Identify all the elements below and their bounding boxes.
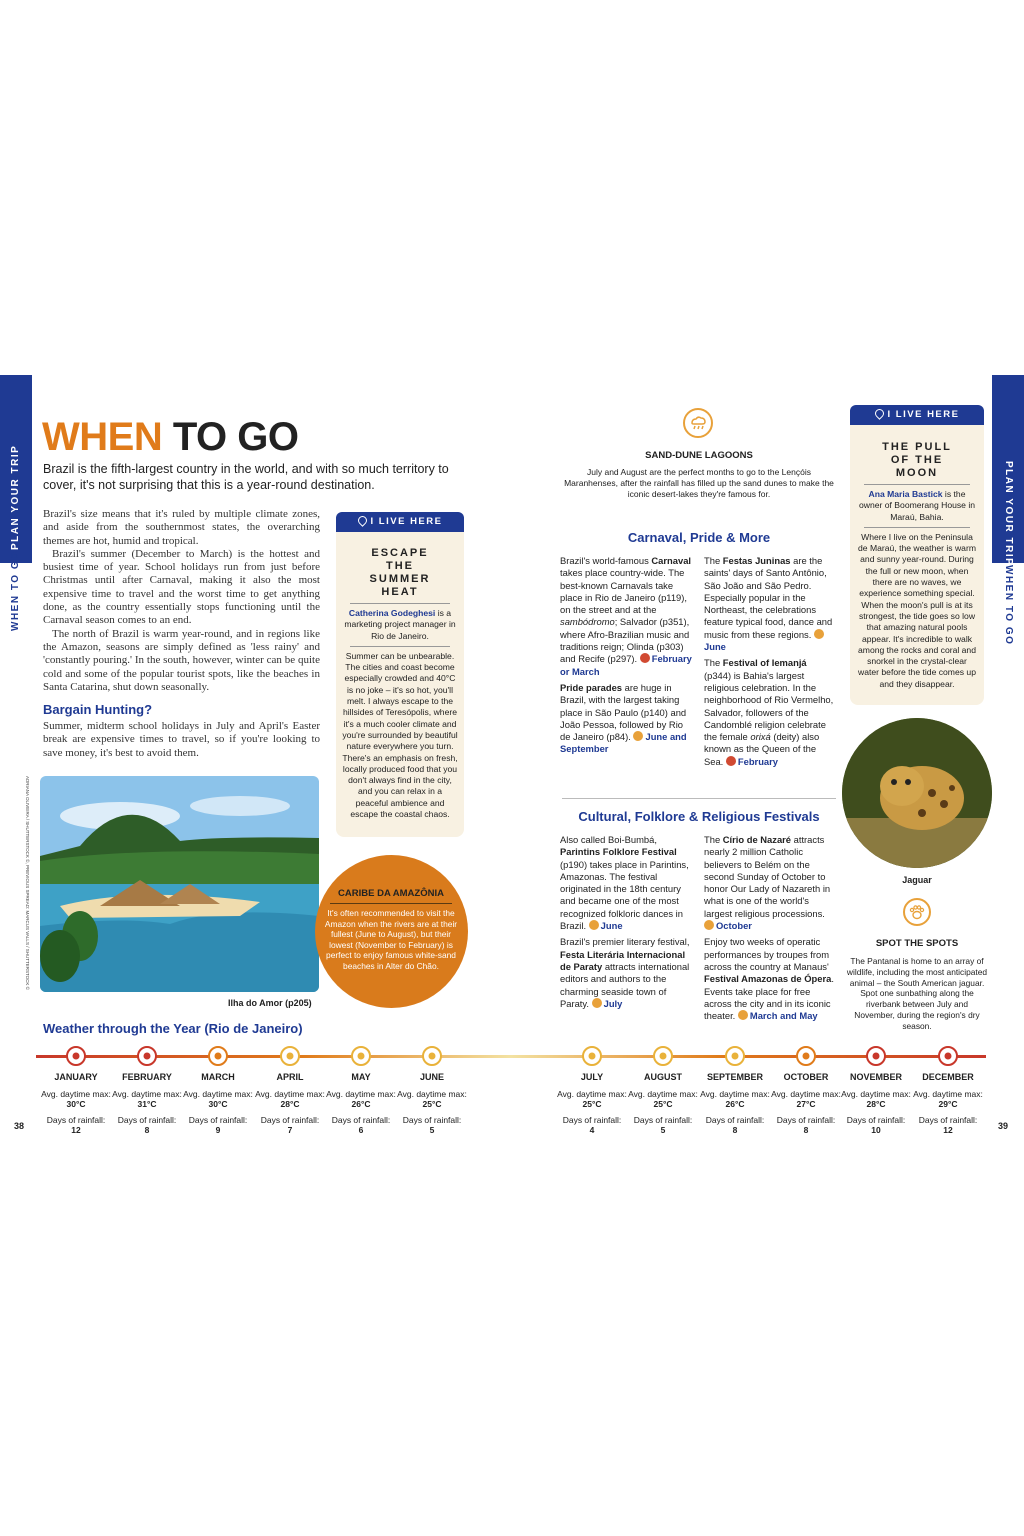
- rain-line: Days of rainfall: 9: [188, 1114, 248, 1136]
- rain-line: Days of rainfall: 8: [776, 1114, 836, 1136]
- body-paragraph-3: The north of Brazil is warm year-round, and in regions like the Amazon, seasons are simply defined as 'less rainy' and 'constantly pouring.' In the south, however, winter can be quite cold and some of the popular tourist spots, like the beaches in Santa Catarina, shut down seasonally.: [43, 627, 320, 693]
- cloud-sun-icon: [208, 1046, 228, 1066]
- left-side-label-bottom: WHEN TO GO: [10, 550, 21, 631]
- rain-sun-icon: [137, 1046, 157, 1066]
- carnaval-paragraph: Brazil's world-famous Carnaval takes place country-wide. The best-known Carnavals take place in Rio de Janeiro (p119), on the street and at the sambódromo; Salvador (p351), where Afro-Brazilian music and traditions reign; Olinda (p303) and Recife (p297). February or March: [560, 555, 692, 677]
- cloud-sun-icon: [796, 1046, 816, 1066]
- moon-card-header: I LIVE HERE: [850, 405, 984, 425]
- sun-icon: [814, 629, 824, 639]
- ilha-do-amor-photo: [40, 776, 319, 992]
- sun-icon: [280, 1046, 300, 1066]
- sun-icon: [582, 1046, 602, 1066]
- rain-line: Days of rainfall: 5: [633, 1114, 693, 1136]
- temp-line: Avg. daytime max: 28°C: [255, 1088, 325, 1110]
- cloud-sun-icon: [738, 1010, 748, 1020]
- month-name: FEBRUARY: [122, 1072, 172, 1082]
- cloud-sun-icon: [704, 920, 714, 930]
- festas-juninas-paragraph: The Festas Juninas are the saints' days of Santo Antônio, São João and São Pedro. Especially popular in the Northeast, the celebrations feature typical food, dance and music from these regions. June: [704, 555, 833, 653]
- month-name: JANUARY: [54, 1072, 98, 1082]
- right-side-label-bottom: WHEN TO GO: [1003, 565, 1014, 646]
- temp-line: Avg. daytime max: 28°C: [841, 1088, 911, 1110]
- weather-month-september: [700, 1072, 770, 1136]
- location-pin-icon: [873, 407, 886, 420]
- temp-line: Avg. daytime max: 29°C: [913, 1088, 983, 1110]
- month-name: JUNE: [419, 1072, 444, 1082]
- rain-line: Days of rainfall: 12: [918, 1114, 978, 1136]
- sun-icon: [725, 1046, 745, 1066]
- parintins-paragraph: Also called Boi-Bumbá, Parintins Folklore Festival (p190) takes place in Parintins, Amazonas. The festival originated in the 18th century and became one of the most recognized folkloric dances in Brazil. June: [560, 834, 689, 932]
- weather-month-march: [183, 1072, 253, 1136]
- right-side-label-top: PLAN YOUR TRIP: [1003, 461, 1014, 567]
- weather-month-may: [326, 1072, 396, 1136]
- cultural-col-1: [560, 834, 695, 1010]
- weather-month-june: [397, 1072, 467, 1136]
- beach-illustration: [40, 776, 319, 992]
- weather-month-october: [771, 1072, 841, 1136]
- sand-dune-text: July and August are the perfect months to go to the Lençóis Maranhenses, after the rainfall has filled up the sand dunes to make the iconic desert-lakes they're famous for.: [564, 467, 834, 499]
- rain-line: Days of rainfall: 7: [260, 1114, 320, 1136]
- carnaval-col-1: [560, 555, 695, 756]
- temp-line: Avg. daytime max: 25°C: [628, 1088, 698, 1110]
- rain-line: Days of rainfall: 8: [705, 1114, 765, 1136]
- sun-icon: [653, 1046, 673, 1066]
- month-name: MARCH: [201, 1072, 235, 1082]
- bargain-heading: Bargain Hunting?: [43, 702, 153, 717]
- temp-line: Avg. daytime max: 25°C: [557, 1088, 627, 1110]
- weather-month-august: [628, 1072, 698, 1136]
- rain-icon: [726, 756, 736, 766]
- cultural-col-2: [704, 834, 836, 1022]
- title-to-go: TO GO: [172, 415, 299, 459]
- moon-card-text: Where I live on the Peninsula de Maraú, the weather is warm and sunny year-round. During the full or new moon, when there are no waves, we experience something special. When the moon's pull is at its strongest, the tide goes so low that amazing natural pools appear. It's incredible to walk among the rocks and coral and snorkel in the crystal-clear water before the tide comes up and they disappear.: [858, 531, 976, 689]
- spots-title: SPOT THE SPOTS: [875, 938, 959, 949]
- escape-heat-text: Summer can be unbearable. The cities and coast become especially crowded and 40°C is no joke – it's so hot, you'll melt. I always escape to the hillsides of Teresópolis, where it's a much cooler climate and you're surrounded by beautiful nature everywhere you turn. There's an emphasis on fresh, locally produced food that you don't always find in the city, and you can relax in a peaceful ambience and escape the coastal chaos.: [342, 650, 458, 820]
- rain-sun-icon: [66, 1046, 86, 1066]
- title-when: WHEN: [42, 415, 163, 459]
- month-name: OCTOBER: [783, 1072, 829, 1082]
- weather-month-february: [112, 1072, 182, 1136]
- month-name: JULY: [580, 1072, 604, 1082]
- rain-line: Days of rainfall: 8: [117, 1114, 177, 1136]
- weather-month-december: [913, 1072, 983, 1136]
- temp-line: Avg. daytime max: 31°C: [112, 1088, 182, 1110]
- jaguar-caption: Jaguar: [902, 875, 932, 885]
- temp-line: Avg. daytime max: 30°C: [183, 1088, 253, 1110]
- body-text: [43, 508, 320, 694]
- weather-month-april: [255, 1072, 325, 1136]
- page-number-right: 39: [998, 1121, 1009, 1131]
- body-paragraph-2: Brazil's summer (December to March) is the hottest and busiest time of year. School holidays run from just before Christmas until after Carnaval, making it also the most expensive time to travel and the worst time to get anything done, as the country essentially stops functioning until the Carnaval season comes to an end.: [43, 547, 320, 627]
- weather-heading: Weather through the Year (Rio de Janeiro): [43, 1021, 303, 1036]
- temp-line: Avg. daytime max: 27°C: [771, 1088, 841, 1110]
- rain-line: Days of rainfall: 10: [846, 1114, 906, 1136]
- cirio-paragraph: The Círio de Nazaré attracts nearly 2 million Catholic believers to Belém on the second Sunday of October to honor Our Lady of Nazareth in what is one of the world's largest religious processions. October: [704, 834, 831, 932]
- page-number-left: 38: [14, 1121, 25, 1131]
- temp-line: Avg. daytime max: 25°C: [397, 1088, 467, 1110]
- photo-credit: ADRIANA OLIVEIRA / SHUTTERSTOCK ©, PREVIOUS SPREAD: MARCUS VALLS / SHUTTERSTOCK ©: [25, 776, 30, 990]
- month-name: MAY: [351, 1072, 371, 1082]
- jaguar-photo: [842, 718, 992, 868]
- sun-icon: [422, 1046, 442, 1066]
- escape-heat-card-header: I LIVE HERE: [336, 512, 464, 532]
- iemanja-paragraph: The Festival of Iemanjá (p344) is Bahia's largest religious celebration. In the neighborhood of Rio Vermelho, Salvador, followers of the Candomblé religion celebrate the female orixá (deity) also known as the Queen of the Sea. February: [704, 657, 834, 767]
- weather-month-july: [557, 1072, 627, 1136]
- month-name: SEPTEMBER: [706, 1072, 763, 1082]
- cultural-divider: [562, 798, 836, 799]
- spots-text: The Pantanal is home to an array of wildlife, including the most anticipated animal – the South American jaguar. Spot one sunbathing along the riverbank between July and November, during the region's dry season.: [846, 956, 988, 1031]
- bargain-text: Summer, midterm school holidays in July and April's Easter break are expensive times to travel, so if you're looking to save money, it's best to avoid them.: [43, 720, 320, 759]
- rain-line: Days of rainfall: 5: [402, 1114, 462, 1136]
- rain-sun-icon: [938, 1046, 958, 1066]
- paraty-paragraph: Brazil's premier literary festival, Festa Literária Internacional de Paraty attracts international editors and authors to the charming seaside town of Paraty. July: [560, 936, 690, 1009]
- moon-card-title: THE PULL OF THE MOON: [882, 441, 952, 479]
- ilha-caption: Ilha do Amor (p205): [228, 998, 312, 1008]
- left-side-label-top: PLAN YOUR TRIP: [10, 444, 21, 550]
- opera-paragraph: Enjoy two weeks of operatic performances by troupes from across the country at Manaus' Festival Amazonas de Ópera. Events take place for free across the city and in its iconic theater. March and May: [704, 936, 834, 1022]
- rain-sun-icon: [866, 1046, 886, 1066]
- temp-line: Avg. daytime max: 30°C: [41, 1088, 111, 1110]
- rain-line: Days of rainfall: 12: [46, 1114, 106, 1136]
- sun-icon: [351, 1046, 371, 1066]
- temp-line: Avg. daytime max: 26°C: [326, 1088, 396, 1110]
- body-paragraph-1: Brazil's size means that it's ruled by multiple climate zones, and aside from the southernmost states, the overarching themes are hot, humid and tropical.: [43, 508, 320, 547]
- paw-icon: [903, 898, 931, 926]
- month-name: AUGUST: [644, 1072, 682, 1082]
- month-name: DECEMBER: [922, 1072, 974, 1082]
- carnaval-heading: Carnaval, Pride & More: [627, 530, 771, 545]
- month-name: NOVEMBER: [849, 1072, 902, 1082]
- weather-month-january: [41, 1072, 111, 1136]
- sand-dune-title: SAND-DUNE LAGOONS: [645, 450, 753, 461]
- weather-month-november: [841, 1072, 911, 1136]
- cultural-heading: Cultural, Folklore & Religious Festivals: [578, 809, 820, 824]
- sun-icon: [633, 731, 643, 741]
- sun-icon: [589, 920, 599, 930]
- pride-paragraph: Pride parades are huge in Brazil, with the largest taking place in São Paulo (p140) and João Pessoa, followed by Rio de Janeiro (p84). June and September: [560, 681, 687, 755]
- carnaval-col-2: [704, 555, 836, 768]
- caribe-title: CARIBE DA AMAZÔNIA: [338, 888, 444, 899]
- rain-line: Days of rainfall: 6: [331, 1114, 391, 1136]
- month-name: APRIL: [276, 1072, 304, 1082]
- escape-heat-title: ESCAPE THE SUMMER HEAT: [369, 547, 431, 598]
- rain-icon: [640, 653, 650, 663]
- sun-icon: [592, 998, 602, 1008]
- rain-line: Days of rainfall: 4: [562, 1114, 622, 1136]
- temp-line: Avg. daytime max: 26°C: [700, 1088, 770, 1110]
- moon-card-author: Ana Maria Bastick is the owner of Boomerang House in Maraú, Bahia.: [858, 489, 976, 522]
- page-title: [42, 415, 299, 460]
- escape-heat-author: Catherina Godeghesi is a marketing project manager in Rio de Janeiro.: [344, 608, 456, 641]
- location-pin-icon: [356, 514, 369, 527]
- rain-cloud-icon: [683, 408, 713, 438]
- intro-text: Brazil is the fifth-largest country in the world, and with so much territory to cover, it's not surprising that this is a year-round destination.: [43, 462, 449, 492]
- caribe-text: It's often recommended to visit the Amazon when the rivers are at their fullest (June to August), but their lowest (November to February) is perfect to enjoy famous white-sand beaches in Alter do Chão.: [324, 908, 458, 971]
